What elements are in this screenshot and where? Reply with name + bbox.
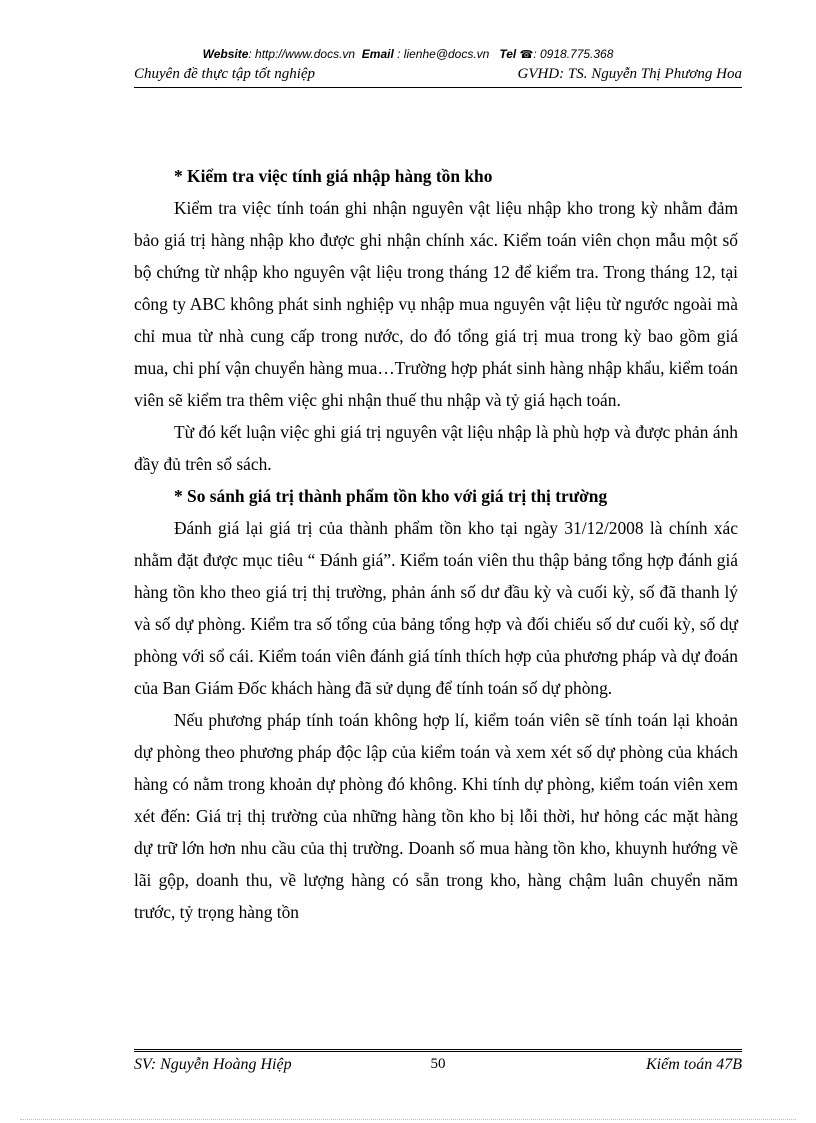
tel-label: Tel: [499, 47, 517, 61]
paragraph-4: Nếu phương pháp tính toán không hợp lí, kiểm toán viên sẽ tính toán lại khoản dự phòng theo phương pháp độc lập của kiểm toán và xem xét số dự phòng của khách hàng có nằm trong khoản dự phòng đó không. Khi tính dự phòng, kiểm toán viên xem xét đến: Giá trị thị trường của những hàng tồn kho bị lỗi thời, hư hỏng các mặt hàng dự trữ lớn hơn nhu cầu của thị trường. Doanh số mua hàng tồn kho, khuynh hướng về lãi gộp, doanh thu, về lượng hàng có sẵn trong kho, hàng chậm luân chuyển năm trước, tỷ trọng hàng tồn: [134, 710, 738, 922]
section-heading-market-value: * So sánh giá trị thành phẩm tồn kho với giá trị thị trường: [174, 486, 608, 506]
page-body: [134, 160, 738, 928]
email-value: : lienhe@docs.vn: [397, 47, 490, 61]
section-heading-inventory-pricing: * Kiểm tra việc tính giá nhập hàng tồn kho: [174, 166, 493, 186]
telephone-icon: ☎: [519, 49, 534, 61]
paragraph-1: Kiểm tra việc tính toán ghi nhận nguyên vật liệu nhập kho trong kỳ nhằm đảm bảo giá trị hàng nhập kho được ghi nhận chính xác. Kiểm toán viên chọn mẫu một số bộ chứng từ nhập kho nguyên vật liệu trong tháng 12 để kiểm tra. Trong tháng 12, tại công ty ABC không phát sinh nghiệp vụ nhập mua nguyên vật liệu từ ngước ngoài mà chỉ mua từ nhà cung cấp trong nước, do đó tổng giá trị mua trong kỳ bao gồm giá mua, chi phí vận chuyển hàng mua…Trường hợp phát sinh hàng nhập khẩu, kiểm toán viên sẽ kiểm tra thêm việc ghi nhận thuế thu nhập và tỷ giá hạch toán.: [134, 198, 738, 410]
website-banner: [0, 47, 816, 61]
paragraph-2: Từ đó kết luận việc ghi giá trị nguyên vật liệu nhập là phù hợp và được phản ánh đầy đủ trên sổ sách.: [134, 422, 738, 474]
footer-class: Kiểm toán 47B: [646, 1056, 742, 1073]
paragraph-3: Đánh giá lại giá trị của thành phẩm tồn kho tại ngày 31/12/2008 là chính xác nhằm đặt được mục tiêu “ Đánh giá”. Kiểm toán viên thu thập bảng tổng hợp đánh giá hàng tồn kho theo giá trị thị trường, phản ánh số dư đầu kỳ và cuối kỳ, số đã thanh lý và số dự phòng. Kiểm tra số tổng của bảng tổng hợp và đối chiếu số dư cuối kỳ, số dự phòng với sổ cái. Kiểm toán viên đánh giá tính thích hợp của phương pháp và dự đoán của Ban Giám Đốc khách hàng đã sử dụng để tính toán số dự phòng.: [134, 518, 738, 698]
page-bottom-divider: [20, 1119, 796, 1120]
header-rule: [134, 87, 742, 88]
tel-value: : 0918.775.368: [533, 47, 614, 61]
header-supervisor: GVHD: TS. Nguyễn Thị Phương Hoa: [517, 66, 742, 82]
website-value: : http://www.docs.vn: [248, 47, 356, 61]
footer-student: SV: Nguyễn Hoàng Hiệp: [134, 1056, 292, 1073]
page-number: 50: [430, 1056, 446, 1072]
header-document-title: Chuyên đề thực tập tốt nghiệp: [134, 66, 316, 82]
website-label: Website: [202, 47, 249, 61]
email-label: Email: [361, 47, 394, 61]
footer-rule: [134, 1049, 742, 1052]
